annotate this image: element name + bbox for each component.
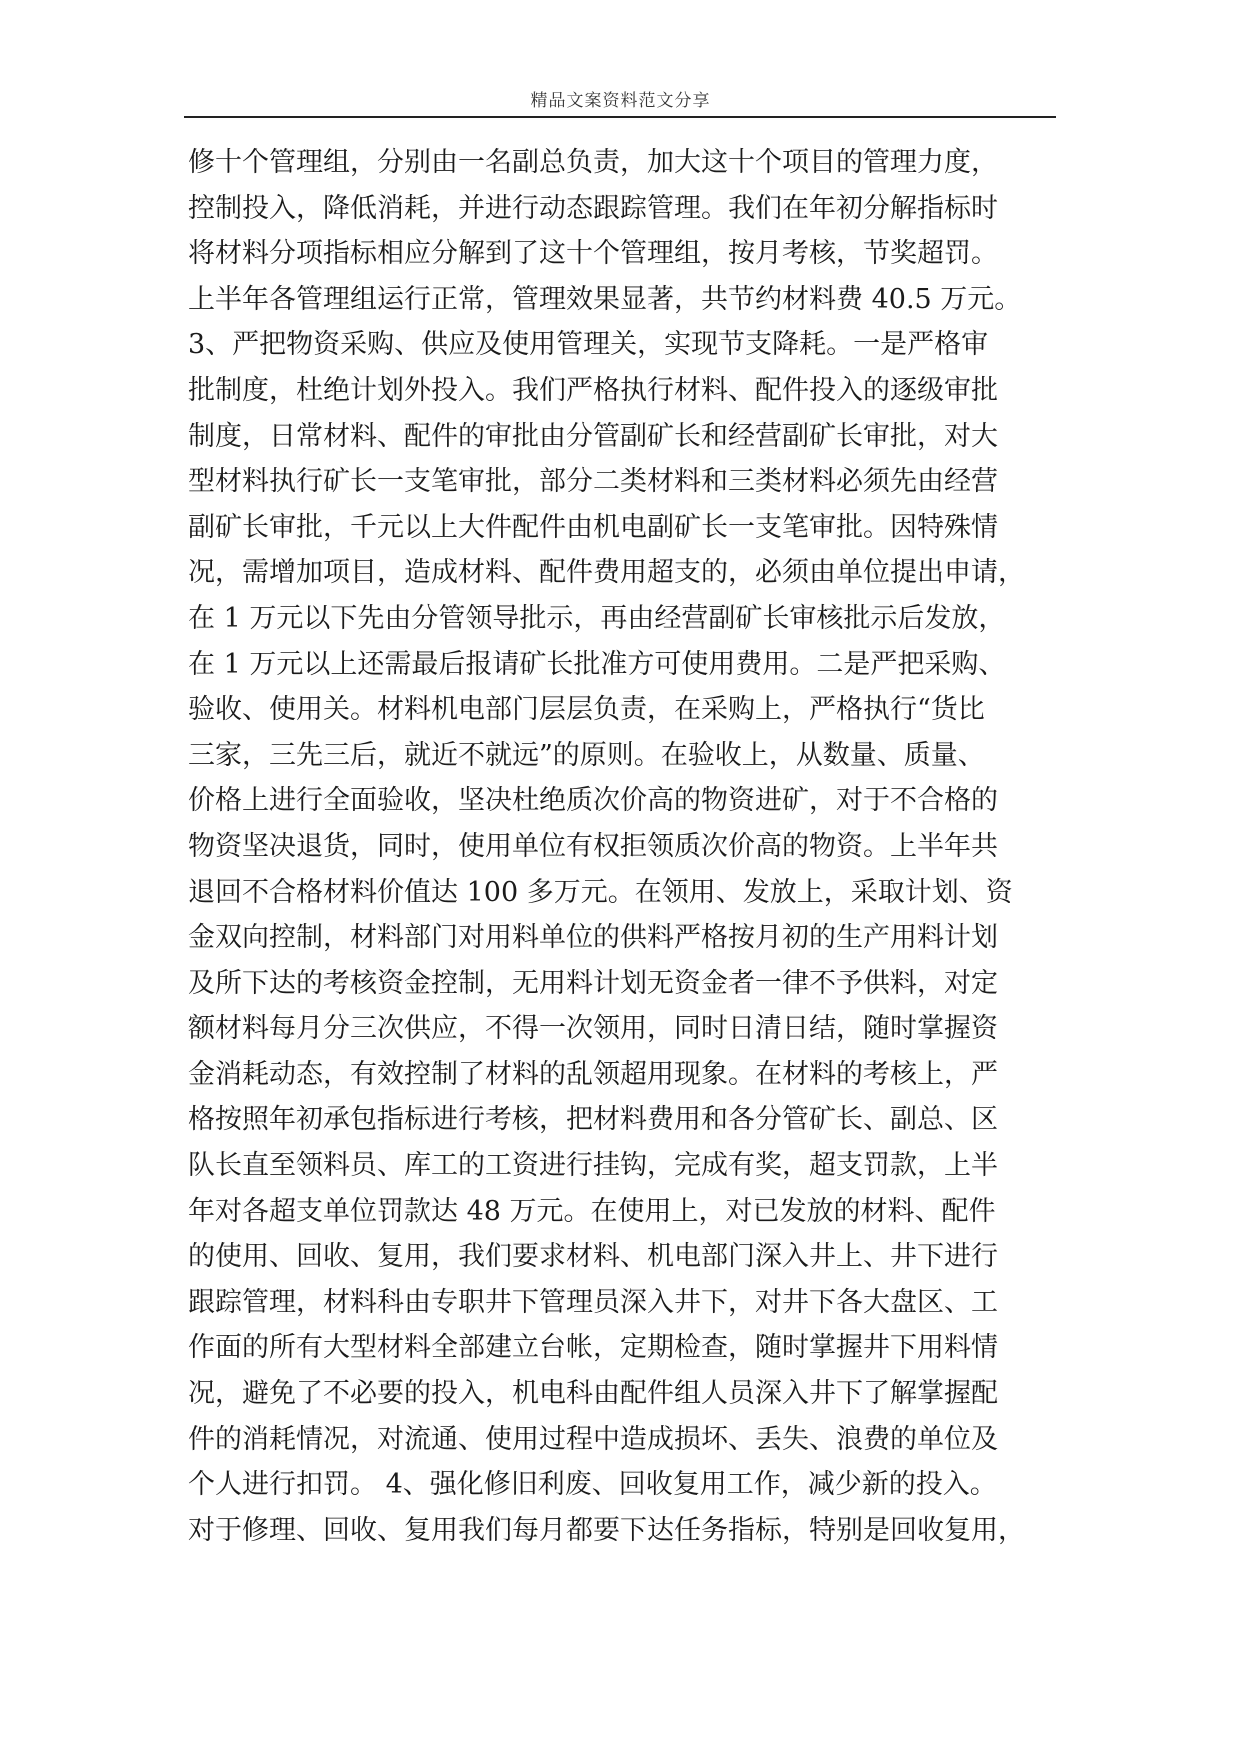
page-header: 精品文案资料范文分享 — [530, 91, 711, 111]
text-line: 额材料每月分三次供应，不得一次领用，同时日清日结，随时掌握资 — [188, 1013, 998, 1045]
text-line: 制度，日常材料、配件的审批由分管副矿长和经营副矿长审批，对大 — [188, 420, 998, 452]
text-line: 金消耗动态，有效控制了材料的乱领超用现象。在材料的考核上，严 — [188, 1058, 998, 1090]
text-line: 型材料执行矿长一支笔审批，部分二类材料和三类材料必须先由经营 — [188, 466, 998, 498]
text-line: 个人进行扣罚。 4、强化修旧利废、回收复用工作，减少新的投入。 — [188, 1469, 997, 1501]
text-line: 件的消耗情况，对流通、使用过程中造成损坏、丢失、浪费的单位及 — [188, 1423, 998, 1455]
text-line: 验收、使用关。材料机电部门层层负责，在采购上，严格执行“货比 — [188, 694, 985, 726]
text-line: 控制投入，降低消耗，并进行动态跟踪管理。我们在年初分解指标时 — [188, 192, 998, 224]
text-line: 将材料分项指标相应分解到了这十个管理组，按月考核，节奖超罚。 — [188, 238, 998, 270]
text-line: 在 1 万元以上还需最后报请矿长批准方可使用费用。二是严把采购、 — [188, 648, 1006, 680]
text-line: 作面的所有大型材料全部建立台帐，定期检查，随时掌握井下用料情 — [188, 1332, 998, 1364]
text-line: 副矿长审批，千元以上大件配件由机电副矿长一支笔审批。因特殊情 — [188, 511, 998, 543]
text-line: 况，需增加项目，造成材料、配件费用超支的，必须由单位提出申请， — [188, 557, 1025, 589]
text-line: 物资坚决退货，同时，使用单位有权拒领质次价高的物资。上半年共 — [188, 830, 998, 862]
text-line: 批制度，杜绝计划外投入。我们严格执行材料、配件投入的逐级审批 — [188, 374, 998, 406]
text-line: 修十个管理组，分别由一名副总负责，加大这十个项目的管理力度， — [188, 147, 998, 178]
text-line: 队长直至领料员、库工的工资进行挂钩，完成有奖，超支罚款，上半 — [188, 1150, 998, 1182]
text-line: 的使用、回收、复用，我们要求材料、机电部门深入井上、井下进行 — [188, 1241, 998, 1273]
text-line: 况，避免了不必要的投入，机电科由配件组人员深入井下了解掌握配 — [188, 1378, 998, 1410]
text-line: 格按照年初承包指标进行考核，把材料费用和各分管矿长、副总、区 — [188, 1104, 998, 1136]
header-divider — [184, 116, 1056, 118]
text-line: 对于修理、回收、复用我们每月都要下达任务指标，特别是回收复用， — [188, 1514, 1025, 1546]
text-line: 跟踪管理，材料科由专职井下管理员深入井下，对井下各大盘区、工 — [188, 1286, 998, 1318]
text-line: 价格上进行全面验收，坚决杜绝质次价高的物资进矿，对于不合格的 — [188, 785, 998, 817]
text-line: 3、严把物资采购、供应及使用管理关，实现节支降耗。一是严格审 — [188, 329, 989, 361]
text-line: 三家，三先三后，就近不就远”的原则。在验收上，从数量、质量、 — [188, 739, 985, 771]
text-line: 金双向控制，材料部门对用料单位的供料严格按月初的生产用料计划 — [188, 922, 998, 954]
text-line: 退回不合格材料价值达 100 多万元。在领用、发放上，采取计划、资 — [188, 876, 1013, 908]
text-line: 在 1 万元以下先由分管领导批示，再由经营副矿长审核批示后发放， — [188, 602, 1006, 634]
text-line: 上半年各管理组运行正常，管理效果显著，共节约材料费 40.5 万元。 — [188, 283, 1022, 315]
document-body — [188, 140, 1068, 1553]
text-line: 年对各超支单位罚款达 48 万元。在使用上，对已发放的材料、配件 — [188, 1195, 996, 1227]
text-line: 及所下达的考核资金控制，无用料计划无资金者一律不予供料，对定 — [188, 967, 998, 999]
